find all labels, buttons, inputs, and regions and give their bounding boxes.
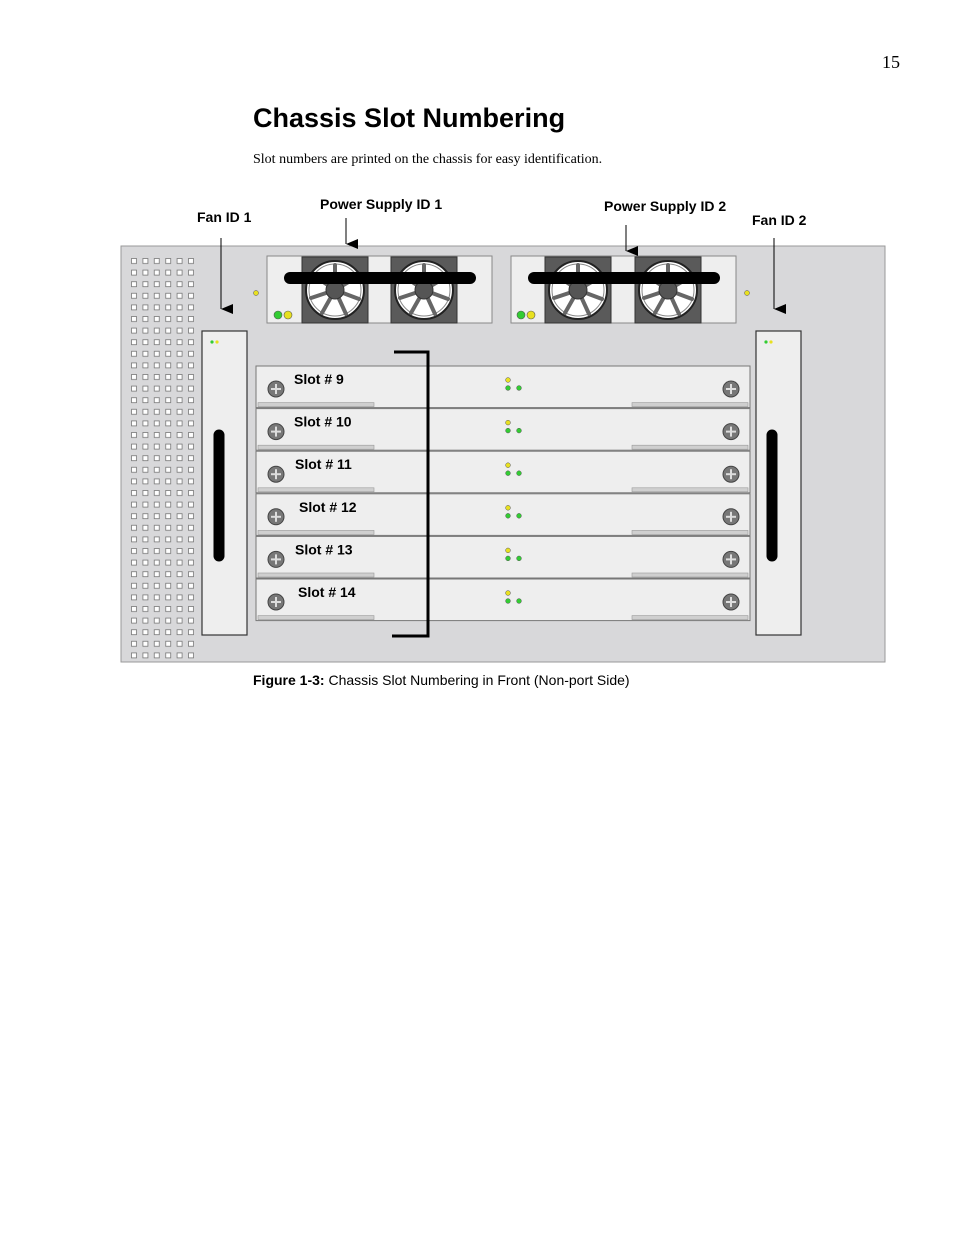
slot-label: Slot # 14 (298, 584, 356, 600)
fan-2-callout: Fan ID 2 (752, 212, 807, 228)
fan-tray-1 (202, 331, 247, 635)
slot-card (256, 366, 750, 408)
vent-grid (128, 254, 198, 659)
power-supply-1-callout: Power Supply ID 1 (320, 196, 443, 212)
slot-card (256, 536, 750, 578)
left-screw-icon (268, 509, 284, 525)
figure-caption (253, 672, 630, 688)
right-screw-icon (723, 594, 739, 610)
intro-paragraph: Slot numbers are printed on the chassis for easy identification. (253, 152, 603, 167)
slot-label: Slot # 9 (294, 371, 344, 387)
slot-label: Slot # 13 (295, 541, 353, 558)
left-screw-icon (268, 466, 284, 482)
caption-prefix: Figure 1-3: (253, 672, 325, 688)
caption-text: Chassis Slot Numbering in Front (Non-port Side) (324, 672, 630, 688)
slot-stack (256, 366, 750, 621)
slot-card (256, 579, 750, 621)
left-screw-icon (268, 424, 284, 440)
right-screw-icon (723, 424, 739, 440)
right-screw-icon (723, 466, 739, 482)
right-screw-icon (723, 381, 739, 397)
slot-card (256, 451, 750, 493)
left-screw-icon (268, 381, 284, 397)
slot-label: Slot # 10 (294, 413, 352, 430)
slot-card (256, 494, 750, 536)
slot-label: Slot # 12 (299, 498, 357, 515)
power-supply-1 (267, 256, 492, 323)
slot-card (256, 409, 750, 451)
right-screw-icon (723, 551, 739, 567)
left-screw-icon (268, 551, 284, 567)
right-screw-icon (723, 509, 739, 525)
slot-label: Slot # 11 (295, 456, 352, 473)
power-supply-2-callout: Power Supply ID 2 (604, 198, 727, 214)
fan-1-callout: Fan ID 1 (197, 209, 252, 225)
fan-tray-2 (756, 331, 801, 635)
power-supply-2 (511, 256, 736, 323)
page-number: 15 (882, 52, 900, 72)
left-screw-icon (268, 594, 284, 610)
section-heading: Chassis Slot Numbering (253, 103, 566, 133)
